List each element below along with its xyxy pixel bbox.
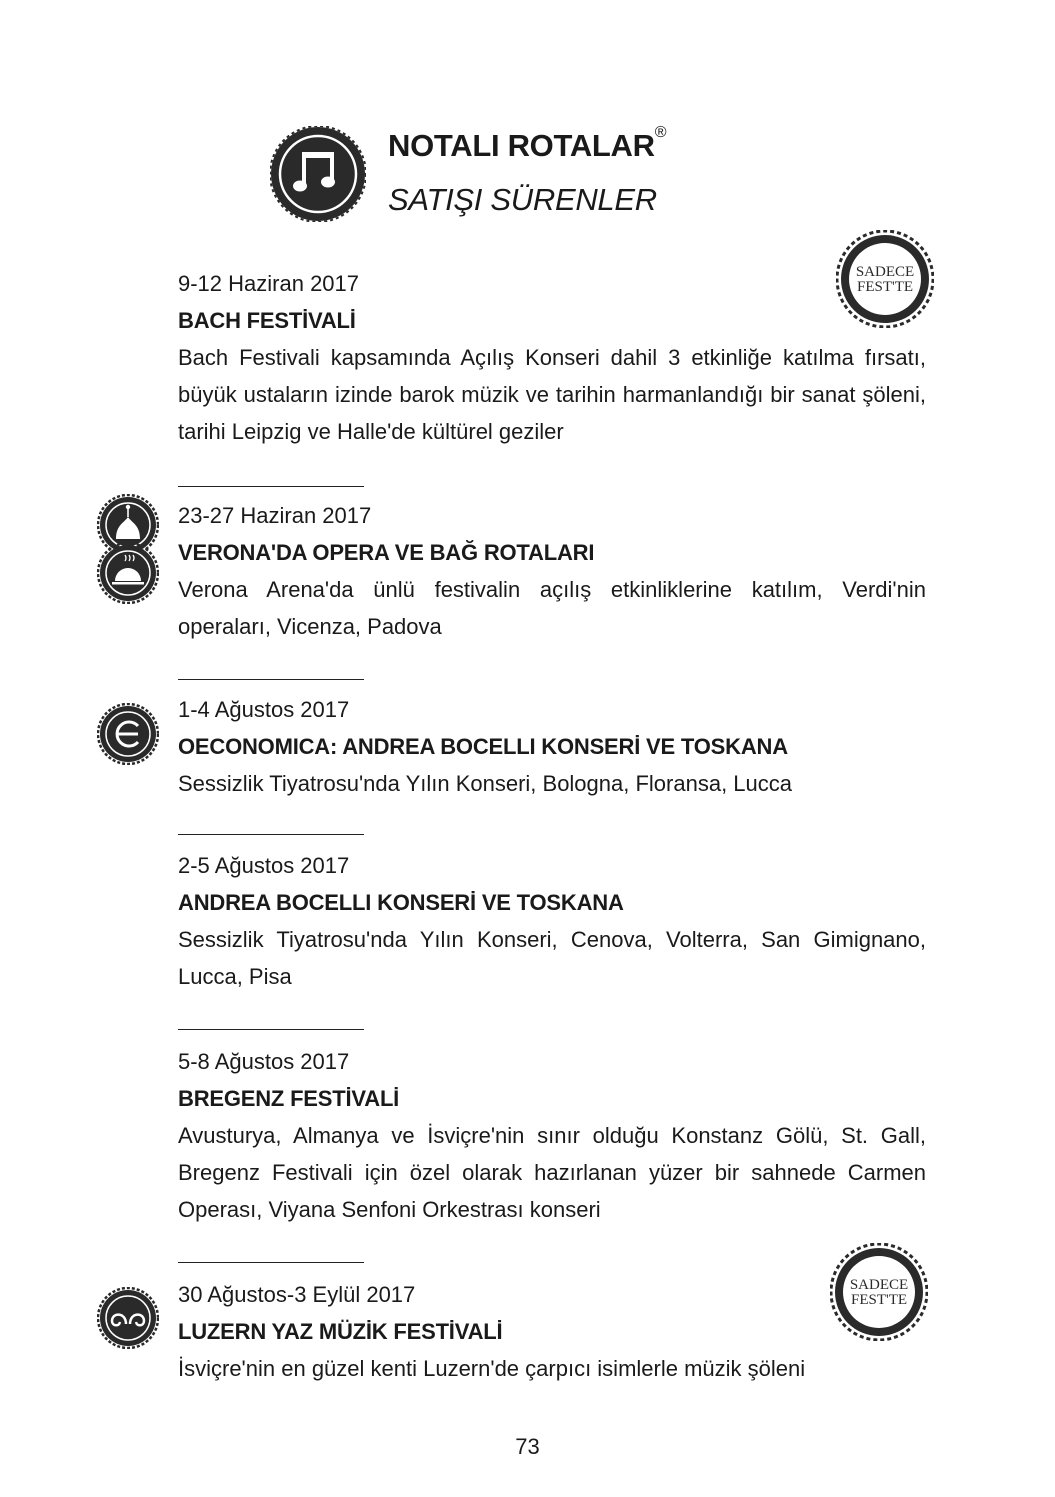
title-text: NOTALI ROTALAR bbox=[388, 128, 655, 163]
page-subtitle: SATIŞI SÜRENLER bbox=[388, 182, 657, 217]
entry-description: İsviçre'nin en güzel kenti Luzern'de çarpıcı isimlerle müzik şöleni bbox=[178, 1356, 806, 1381]
music-note-icon bbox=[270, 126, 366, 222]
badge-text-line2: FEST'TE bbox=[850, 1292, 908, 1308]
entry-description: Avusturya, Almanya ve İsviçre'nin sınır olduğu Konstanz Gölü, St. Gall, Bregenz Festivali için özel olarak hazırlanan yüzer bir sahnede Carmen Operası, Viyana Senfoni Orkestrası konseri bbox=[178, 1123, 926, 1222]
entry-name: OECONOMICA: ANDREA BOCELLI KONSERİ VE TOSKANA bbox=[178, 734, 788, 759]
badge-text-line1: SADECE bbox=[849, 1277, 909, 1293]
swirl-ornament-icon bbox=[97, 1287, 159, 1349]
tour-entry bbox=[178, 265, 926, 450]
separator-rule bbox=[178, 1262, 364, 1263]
entry-date: 23-27 Haziran 2017 bbox=[178, 503, 372, 528]
entry-name: LUZERN YAZ MÜZİK FESTİVALİ bbox=[178, 1319, 503, 1344]
entry-name: ANDREA BOCELLI KONSERİ VE TOSKANA bbox=[178, 890, 624, 915]
tour-entry bbox=[178, 1043, 926, 1228]
separator-rule bbox=[178, 834, 364, 835]
entry-description: Sessizlik Tiyatrosu'nda Yılın Konseri, Bologna, Floransa, Lucca bbox=[178, 771, 793, 796]
separator-rule bbox=[178, 486, 364, 487]
oeconomica-icon bbox=[97, 703, 159, 765]
entry-date: 5-8 Ağustos 2017 bbox=[178, 1049, 350, 1074]
entry-name: BREGENZ FESTİVALİ bbox=[178, 1086, 400, 1111]
entry-date: 30 Ağustos-3 Eylül 2017 bbox=[178, 1282, 416, 1307]
badge-text-line2: FEST'TE bbox=[856, 279, 914, 295]
entry-description: Bach Festivali kapsamında Açılış Konseri dahil 3 etkinliğe katılma fırsatı, büyük ustaların izinde barok müzik ve tarihin harmanlandığı bir sanat şöleni, tarihi Leipzig ve Halle'de kültürel geziler bbox=[178, 345, 926, 444]
page-title bbox=[388, 124, 667, 164]
separator-rule bbox=[178, 679, 364, 680]
registered-mark: ® bbox=[654, 124, 667, 141]
cloche-dish-icon bbox=[97, 542, 159, 604]
entry-date: 1-4 Ağustos 2017 bbox=[178, 697, 350, 722]
badge-text-line1: SADECE bbox=[855, 264, 915, 280]
entry-description: Verona Arena'da ünlü festivalin açılış etkinliklerine katılım, Verdi'nin operaları, Vicenza, Padova bbox=[178, 577, 926, 639]
entry-date: 2-5 Ağustos 2017 bbox=[178, 853, 350, 878]
entry-name: VERONA'DA OPERA VE BAĞ ROTALARI bbox=[178, 540, 595, 565]
tour-entry bbox=[178, 847, 926, 995]
entry-date: 9-12 Haziran 2017 bbox=[178, 271, 360, 296]
entry-name: BACH FESTİVALİ bbox=[178, 308, 356, 333]
tour-entry bbox=[178, 691, 926, 802]
tour-entry bbox=[178, 497, 926, 645]
page-number: 73 bbox=[515, 1434, 540, 1459]
separator-rule bbox=[178, 1029, 364, 1030]
entry-description: Sessizlik Tiyatrosu'nda Yılın Konseri, Cenova, Volterra, San Gimignano, Lucca, Pisa bbox=[178, 927, 926, 989]
tour-entry bbox=[178, 1276, 926, 1387]
